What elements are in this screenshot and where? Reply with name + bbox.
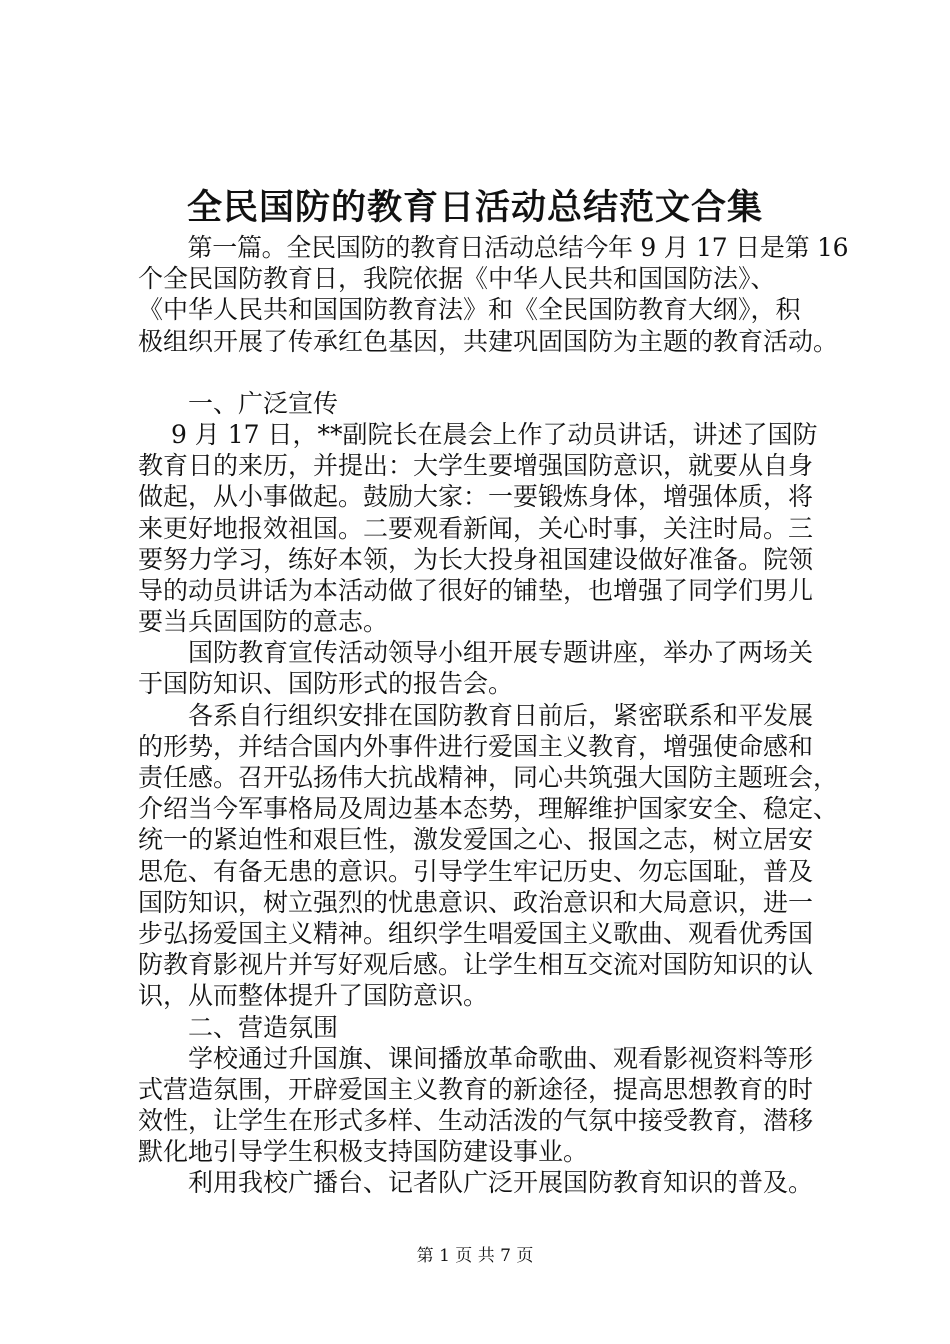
text-line: 各系自行组织安排在国防教育日前后，紧密联系和平发展	[138, 700, 814, 730]
text-line: 介绍当今军事格局及周边基本态势，理解维护国家安全、稳定、	[138, 794, 839, 824]
text-line: 效性，让学生在形式多样、生动活泼的气氛中接受教育，潜移	[138, 1106, 814, 1136]
text-line: 来更好地报效祖国。二要观看新闻，关心时事，关注时局。三	[138, 513, 814, 543]
text-line: 思危、有备无患的意识。引导学生牢记历史、勿忘国耻，普及	[138, 856, 814, 886]
text-line: 利用我校广播台、记者队广泛开展国防教育知识的普及。	[138, 1168, 814, 1198]
text-line: 国防教育宣传活动领导小组开展专题讲座，举办了两场关	[138, 638, 814, 668]
text-line: 步弘扬爱国主义精神。组织学生唱爱国主义歌曲、观看优秀国	[138, 918, 814, 948]
document-title: 全民国防的教育日活动总结范文合集	[186, 187, 763, 228]
paragraph-gap	[138, 357, 848, 388]
text-line: 要当兵固国防的意志。	[138, 607, 389, 637]
text-line: 式营造氛围，开辟爱国主义教育的新途径，提高思想教育的时	[138, 1074, 814, 1104]
text-line: 个全民国防教育日，我院依据《中华人民共和国国防法》、	[138, 264, 776, 294]
text-line: 做起，从小事做起。鼓励大家：一要锻炼身体，增强体质，将	[138, 482, 814, 512]
text-line: 的形势，并结合国内外事件进行爱国主义教育，增强使命感和	[138, 731, 814, 761]
text-line: 9 月 17 日，**副院长在晨会上作了动员讲话，讲述了国防	[138, 419, 818, 449]
text-line: 识，从而整体提升了国防意识。	[138, 981, 489, 1011]
text-line: 要努力学习，练好本领，为长大投身祖国建设做好准备。院领	[138, 544, 814, 574]
text-line: 默化地引导学生积极支持国防建设事业。	[138, 1137, 589, 1167]
text-line: 教育日的来历，并提出：大学生要增强国防意识，就要从自身	[138, 451, 814, 481]
page-footer: 第 1 页 共 7 页	[416, 1246, 534, 1266]
text-line: 学校通过升国旗、课间播放革命歌曲、观看影视资料等形	[138, 1043, 814, 1073]
text-line: 《中华人民共和国国防教育法》和《全民国防教育大纲》，积	[138, 295, 801, 325]
text-line: 国防知识，树立强烈的忧患意识、政治意识和大局意识，进一	[138, 887, 814, 917]
text-line: 极组织开展了传承红色基因，共建巩固国防为主题的教育活动。	[138, 326, 839, 356]
document-body	[138, 232, 848, 1199]
text-line: 一、广泛宣传	[138, 388, 339, 418]
text-line: 导的动员讲话为本活动做了很好的铺垫，也增强了同学们男儿	[138, 575, 814, 605]
text-line: 统一的紧迫性和艰巨性，激发爱国之心、报国之志，树立居安	[138, 825, 814, 855]
text-line: 防教育影视片并写好观后感。让学生相互交流对国防知识的认	[138, 950, 814, 980]
text-line: 责任感。召开弘扬伟大抗战精神，同心共筑强大国防主题班会，	[138, 763, 839, 792]
text-line: 二、营造氛围	[138, 1012, 339, 1042]
text-line: 于国防知识、国防形式的报告会。	[138, 669, 514, 699]
text-line: 第一篇。全民国防的教育日活动总结今年 9 月 17 日是第 16	[138, 233, 849, 262]
